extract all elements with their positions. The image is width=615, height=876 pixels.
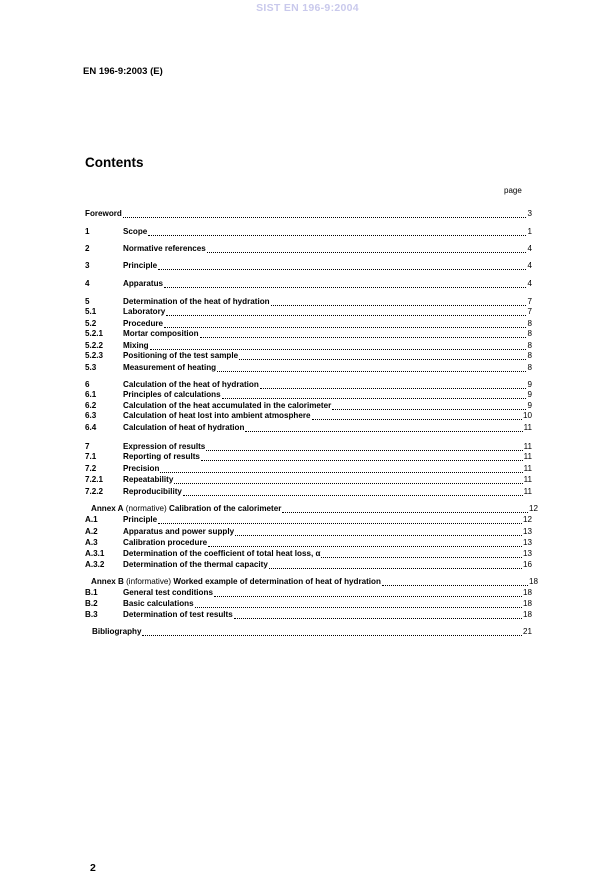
- toc-entry-page: 11: [523, 423, 532, 432]
- toc-leader-dots: [123, 217, 527, 218]
- toc-entry-title: Measurement of heating: [123, 363, 217, 372]
- toc-leader-dots: [208, 546, 522, 547]
- toc-entry-page: 8: [527, 319, 532, 328]
- toc-entry-number: 3: [85, 261, 90, 270]
- toc-leader-dots: [222, 398, 527, 399]
- toc-leader-dots: [312, 419, 522, 420]
- toc-entry-page: 4: [527, 279, 532, 288]
- toc-entry-number: A.1: [85, 515, 98, 524]
- toc-entry[interactable]: [85, 306, 532, 318]
- toc-entry-title: Calibration procedure: [123, 538, 208, 547]
- page-title: Contents: [85, 155, 144, 170]
- toc-leader-dots: [201, 460, 523, 461]
- page-number: 2: [90, 862, 96, 874]
- toc-entry-title: General test conditions: [123, 588, 213, 597]
- toc-entry-title: Apparatus: [123, 279, 164, 288]
- toc-entry[interactable]: [85, 226, 532, 238]
- toc-entry-title: Repeatability: [123, 475, 174, 484]
- toc-entry-number: 5.2.2: [85, 341, 104, 350]
- toc-leader-dots: [282, 512, 528, 513]
- toc-entry-title: Determination of the coefficient of total heat loss, α: [123, 549, 321, 558]
- toc-entry-page: 8: [527, 329, 532, 338]
- toc-entry-number: 1: [85, 227, 90, 236]
- toc-entry-page: 9: [527, 380, 532, 389]
- toc-entry[interactable]: [92, 626, 532, 638]
- toc-entry-page: 9: [527, 401, 532, 410]
- toc-entry[interactable]: [85, 609, 532, 621]
- toc-entry-number: 6.4: [85, 423, 97, 432]
- toc-entry-page: 10: [522, 411, 532, 420]
- toc-entry-title: Annex B (informative) Worked example of determination of heat of hydration: [91, 577, 381, 586]
- toc-entry-title: Determination of the heat of hydration: [123, 297, 270, 306]
- toc-leader-dots: [160, 472, 522, 473]
- toc-entry-title: Reporting of results: [123, 452, 200, 461]
- toc-leader-dots: [174, 483, 522, 484]
- toc-entry-page: 4: [527, 261, 532, 270]
- toc-entry-title: Determination of the thermal capacity: [123, 560, 268, 569]
- toc-entry-number: 7.1: [85, 452, 97, 461]
- toc-entry-title: Mortar composition: [123, 329, 199, 338]
- toc-entry-page: 3: [527, 209, 532, 218]
- toc-leader-dots: [158, 269, 526, 270]
- toc-entry-title: Calculation of heat of hydration: [123, 423, 245, 432]
- toc-entry-title: Precision: [123, 464, 160, 473]
- toc-leader-dots: [382, 585, 528, 586]
- toc-entry-page: 11: [523, 487, 532, 496]
- toc-entry[interactable]: [85, 350, 532, 362]
- toc-entry-page: 1: [527, 227, 532, 236]
- watermark: SIST EN 196-9:2004: [256, 2, 359, 14]
- toc-entry-number: 5.2.3: [85, 351, 104, 360]
- toc-entry-page: 4: [527, 244, 532, 253]
- toc-leader-dots: [235, 535, 522, 536]
- toc-entry-title: Principle: [123, 515, 158, 524]
- toc-entry-page: 11: [523, 452, 532, 461]
- page-column-label: page: [504, 186, 522, 195]
- toc-entry-number: 7.2: [85, 464, 97, 473]
- toc-entry[interactable]: [85, 208, 532, 220]
- toc-entry-number: 6.1: [85, 390, 97, 399]
- toc-entry-number: 7: [85, 442, 90, 451]
- toc-entry-title: Bibliography: [92, 627, 142, 636]
- toc-entry-number: 5.1: [85, 307, 97, 316]
- toc-leader-dots: [269, 568, 522, 569]
- toc-entry-page: 8: [527, 351, 532, 360]
- toc-leader-dots: [142, 635, 522, 636]
- toc-entry-title: Positioning of the test sample: [123, 351, 239, 360]
- toc-entry-page: 12: [528, 504, 538, 513]
- toc-entry-title: Procedure: [123, 319, 164, 328]
- toc-entry-page: 13: [522, 538, 532, 547]
- toc-entry-page: 8: [527, 341, 532, 350]
- toc-entry-title: Reproducibility: [123, 487, 182, 496]
- toc-entry[interactable]: [85, 514, 532, 526]
- toc-entry-title: Calculation of the heat accumulated in the calorimeter: [123, 401, 332, 410]
- toc-entry-number: 6.3: [85, 411, 97, 420]
- toc-entry-page: 13: [522, 549, 532, 558]
- toc-entry-number: 7.2.2: [85, 487, 104, 496]
- toc-entry[interactable]: [85, 243, 532, 255]
- toc-entry-title: Laboratory: [123, 307, 166, 316]
- toc-leader-dots: [148, 235, 526, 236]
- toc-entry-number: A.3: [85, 538, 98, 547]
- toc-entry-title: Determination of test results: [123, 610, 233, 619]
- toc-leader-dots: [214, 596, 522, 597]
- toc-leader-dots: [207, 252, 527, 253]
- toc-entry-number: 5.2.1: [85, 329, 104, 338]
- toc-entry-title: Principle: [123, 261, 158, 270]
- toc-leader-dots: [239, 359, 526, 360]
- toc-entry-number: B.1: [85, 588, 98, 597]
- toc-leader-dots: [234, 618, 522, 619]
- toc-entry-number: A.2: [85, 527, 98, 536]
- toc-leader-dots: [195, 607, 522, 608]
- toc-entry-page: 13: [522, 527, 532, 536]
- toc-entry-number: 5: [85, 297, 90, 306]
- toc-entry-number: 6: [85, 380, 90, 389]
- toc-entry[interactable]: [85, 451, 532, 463]
- toc-entry-page: 18: [522, 599, 532, 608]
- toc-entry[interactable]: [85, 278, 532, 290]
- toc-entry-title: Mixing: [123, 341, 149, 350]
- toc-entry-number: A.3.1: [85, 549, 105, 558]
- toc-entry-title: Apparatus and power supply: [123, 527, 235, 536]
- toc-entry-title: Annex A (normative) Calibration of the calorimeter: [91, 504, 282, 513]
- toc-entry-title: Principles of calculations: [123, 390, 221, 399]
- toc-entry[interactable]: [85, 328, 532, 340]
- toc-entry-page: 12: [522, 515, 532, 524]
- toc-entry-page: 8: [527, 363, 532, 372]
- toc-entry-number: 6.2: [85, 401, 97, 410]
- toc-entry-page: 7: [527, 307, 532, 316]
- toc-entry-title: Basic calculations: [123, 599, 194, 608]
- toc-entry-number: 4: [85, 279, 90, 288]
- toc-entry-number: B.3: [85, 610, 98, 619]
- toc-leader-dots: [245, 431, 522, 432]
- toc-entry-number: 5.2: [85, 319, 97, 328]
- toc-entry-number: 7.2.1: [85, 475, 104, 484]
- document-reference: EN 196-9:2003 (E): [83, 66, 163, 77]
- toc-entry-page: 18: [522, 588, 532, 597]
- toc-entry[interactable]: [85, 486, 532, 498]
- toc-leader-dots: [321, 557, 522, 558]
- toc-entry[interactable]: [85, 260, 532, 272]
- toc-entry-page: 9: [527, 390, 532, 399]
- toc-entry-page: 11: [523, 442, 532, 451]
- toc-entry-title: Calculation of the heat of hydration: [123, 380, 259, 389]
- toc-entry-title: Scope: [123, 227, 148, 236]
- toc-entry[interactable]: [85, 559, 532, 571]
- toc-entry-page: 21: [522, 627, 532, 636]
- toc-entry-page: 18: [522, 610, 532, 619]
- toc-entry-page: 11: [523, 475, 532, 484]
- toc-entry[interactable]: [85, 474, 532, 486]
- toc-entry-number: 5.3: [85, 363, 97, 372]
- toc-leader-dots: [183, 495, 523, 496]
- toc-entry-title: Calculation of heat lost into ambient atmosphere: [123, 411, 311, 420]
- toc-entry[interactable]: [85, 410, 532, 422]
- toc-entry-title: Foreword: [85, 209, 122, 218]
- toc-entry-page: 18: [528, 577, 538, 586]
- toc-entry-number: 2: [85, 244, 90, 253]
- toc-leader-dots: [164, 287, 526, 288]
- toc-leader-dots: [200, 337, 527, 338]
- toc-entry[interactable]: [85, 422, 532, 434]
- toc-entry[interactable]: [85, 362, 532, 374]
- toc-leader-dots: [158, 523, 522, 524]
- toc-entry-title: Expression of results: [123, 442, 206, 451]
- toc-entry-page: 11: [523, 464, 532, 473]
- toc-entry-title: Normative references: [123, 244, 206, 253]
- toc-entry-number: A.3.2: [85, 560, 105, 569]
- toc-entry-number: B.2: [85, 599, 98, 608]
- toc-entry-page: 16: [522, 560, 532, 569]
- toc-leader-dots: [166, 315, 526, 316]
- toc-entry-page: 7: [527, 297, 532, 306]
- toc-leader-dots: [217, 371, 526, 372]
